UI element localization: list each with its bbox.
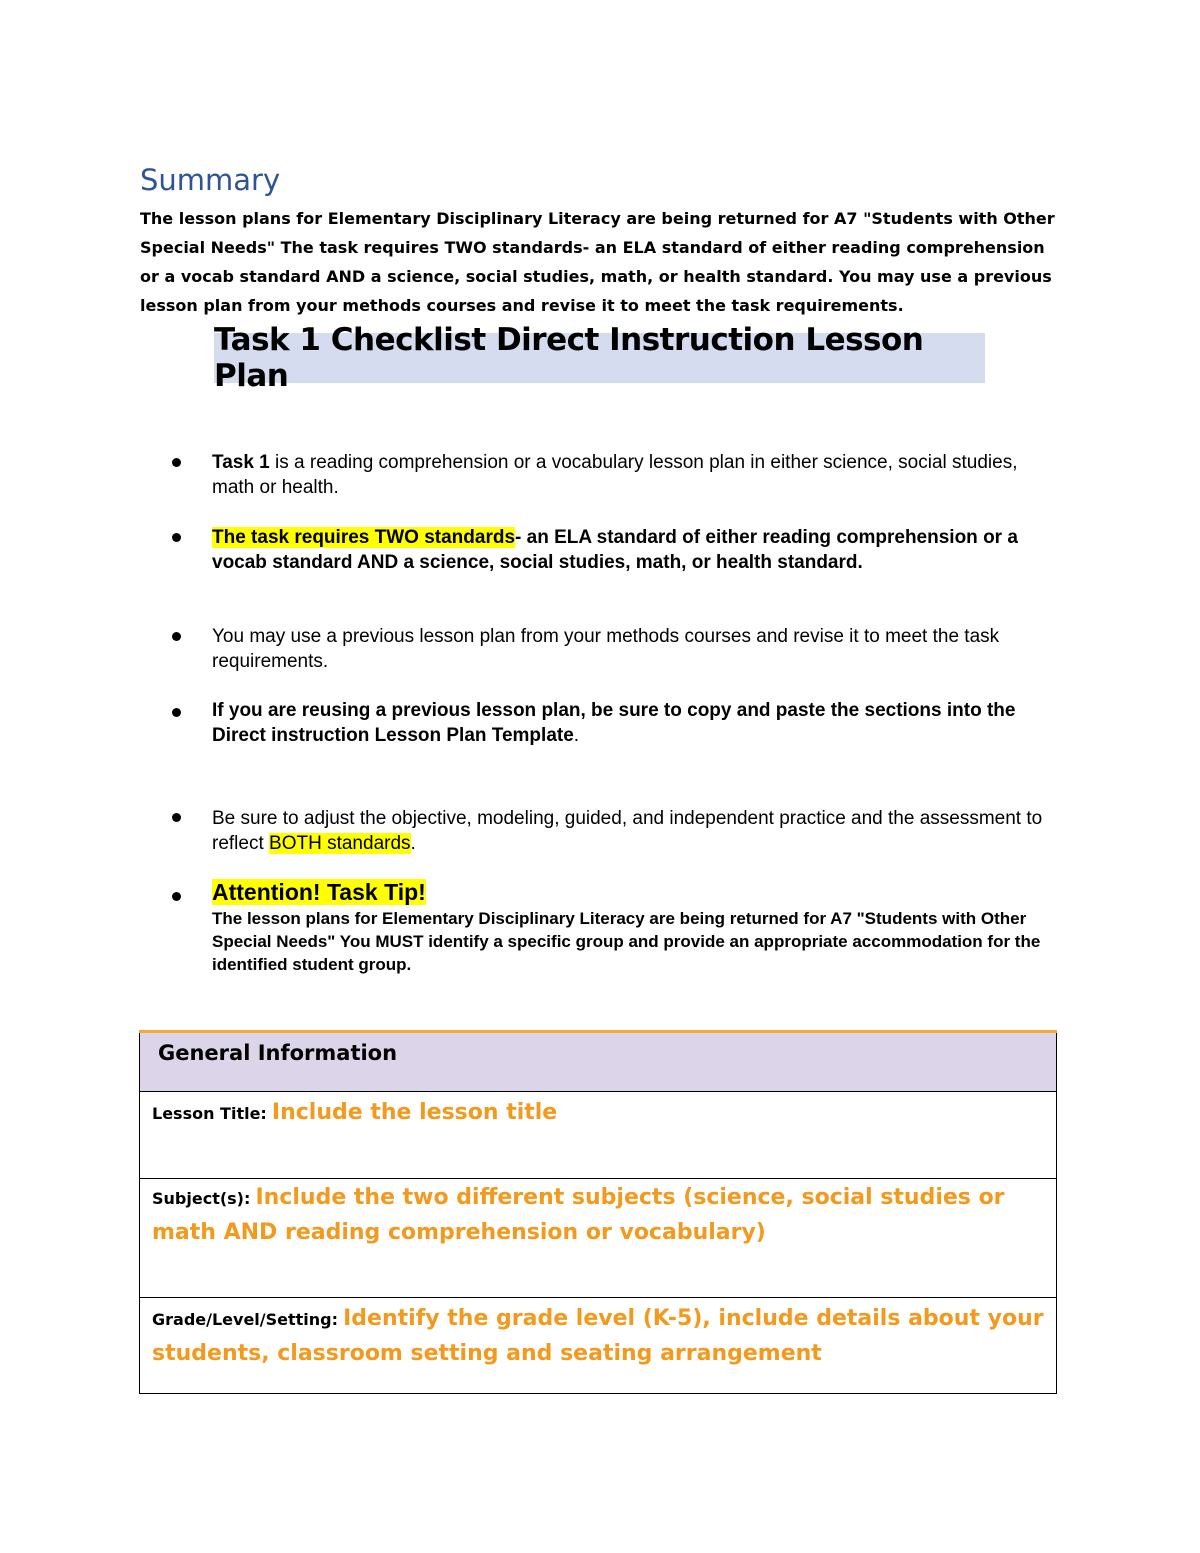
general-information-title: General Information <box>158 1041 398 1065</box>
task-title: Task 1 Checklist Direct Instruction Lesson Plan <box>214 322 924 394</box>
summary-body: The lesson plans for Elementary Disciplinary Literacy are being returned for A7 "Students with Other Special Needs" The task requires TWO standards- an ELA standard of either reading comprehension or a vocab standard AND a science, social studies, math, or health standard. You may use a previous lesson plan from your methods courses and revise it to meet the task requirements. <box>140 209 1055 315</box>
subjects-value: Include the two different subjects (science, social studies or math AND reading comprehension or vocabulary) <box>152 1185 1005 1245</box>
subjects-cell <box>140 1179 1057 1298</box>
bullet-icon <box>172 813 181 822</box>
bullet-icon <box>172 632 181 641</box>
grade-level-label: Grade/Level/Setting: <box>152 1310 339 1329</box>
adjust-text: Be sure to adjust the objective, modeling, guided, and independent practice and the assessment to reflect <box>212 808 1043 854</box>
task-title-box <box>214 322 985 394</box>
general-information-table <box>139 1030 1057 1394</box>
grade-level-cell <box>140 1298 1057 1394</box>
bullet-icon <box>172 892 181 901</box>
general-information-header <box>140 1032 1057 1092</box>
subjects-label: Subject(s): <box>152 1189 251 1208</box>
both-standards-highlight: BOTH standards <box>269 833 411 854</box>
summary-heading: Summary <box>140 163 281 197</box>
bullet-icon <box>172 458 181 467</box>
bullet-icon <box>172 533 181 542</box>
attention-title: Attention! Task Tip! <box>212 879 426 905</box>
bullet-icon <box>172 708 181 717</box>
previous-plan-text: You may use a previous lesson plan from your methods courses and revise it to meet the task requirements. <box>212 626 1000 672</box>
task1-text: is a reading comprehension or a vocabulary lesson plan in either science, social studies, math or health. <box>212 452 1018 498</box>
lesson-title-value: Include the lesson title <box>271 1100 558 1125</box>
lesson-title-cell <box>140 1092 1057 1179</box>
grade-level-value: Identify the grade level (K-5), include details about your students, classroom setting and seating arrangement <box>152 1306 1044 1366</box>
standards-text: - an ELA standard of either reading comprehension or a vocab standard AND a science, social studies, math, or health standard. <box>212 527 1018 573</box>
task1-label: Task 1 <box>212 452 270 473</box>
reuse-text: If you are reusing a previous lesson plan, be sure to copy and paste the sections into the Direct instruction Lesson Plan Template <box>212 700 1016 746</box>
lesson-title-label: Lesson Title: <box>152 1104 267 1123</box>
attention-body: The lesson plans for Elementary Disciplinary Literacy are being returned for A7 "Students with Other Special Needs" You MUST identify a specific group and provide an appropriate accommodation for the identified student group. <box>212 909 1041 974</box>
standards-highlight: The task requires TWO standards <box>212 527 516 548</box>
